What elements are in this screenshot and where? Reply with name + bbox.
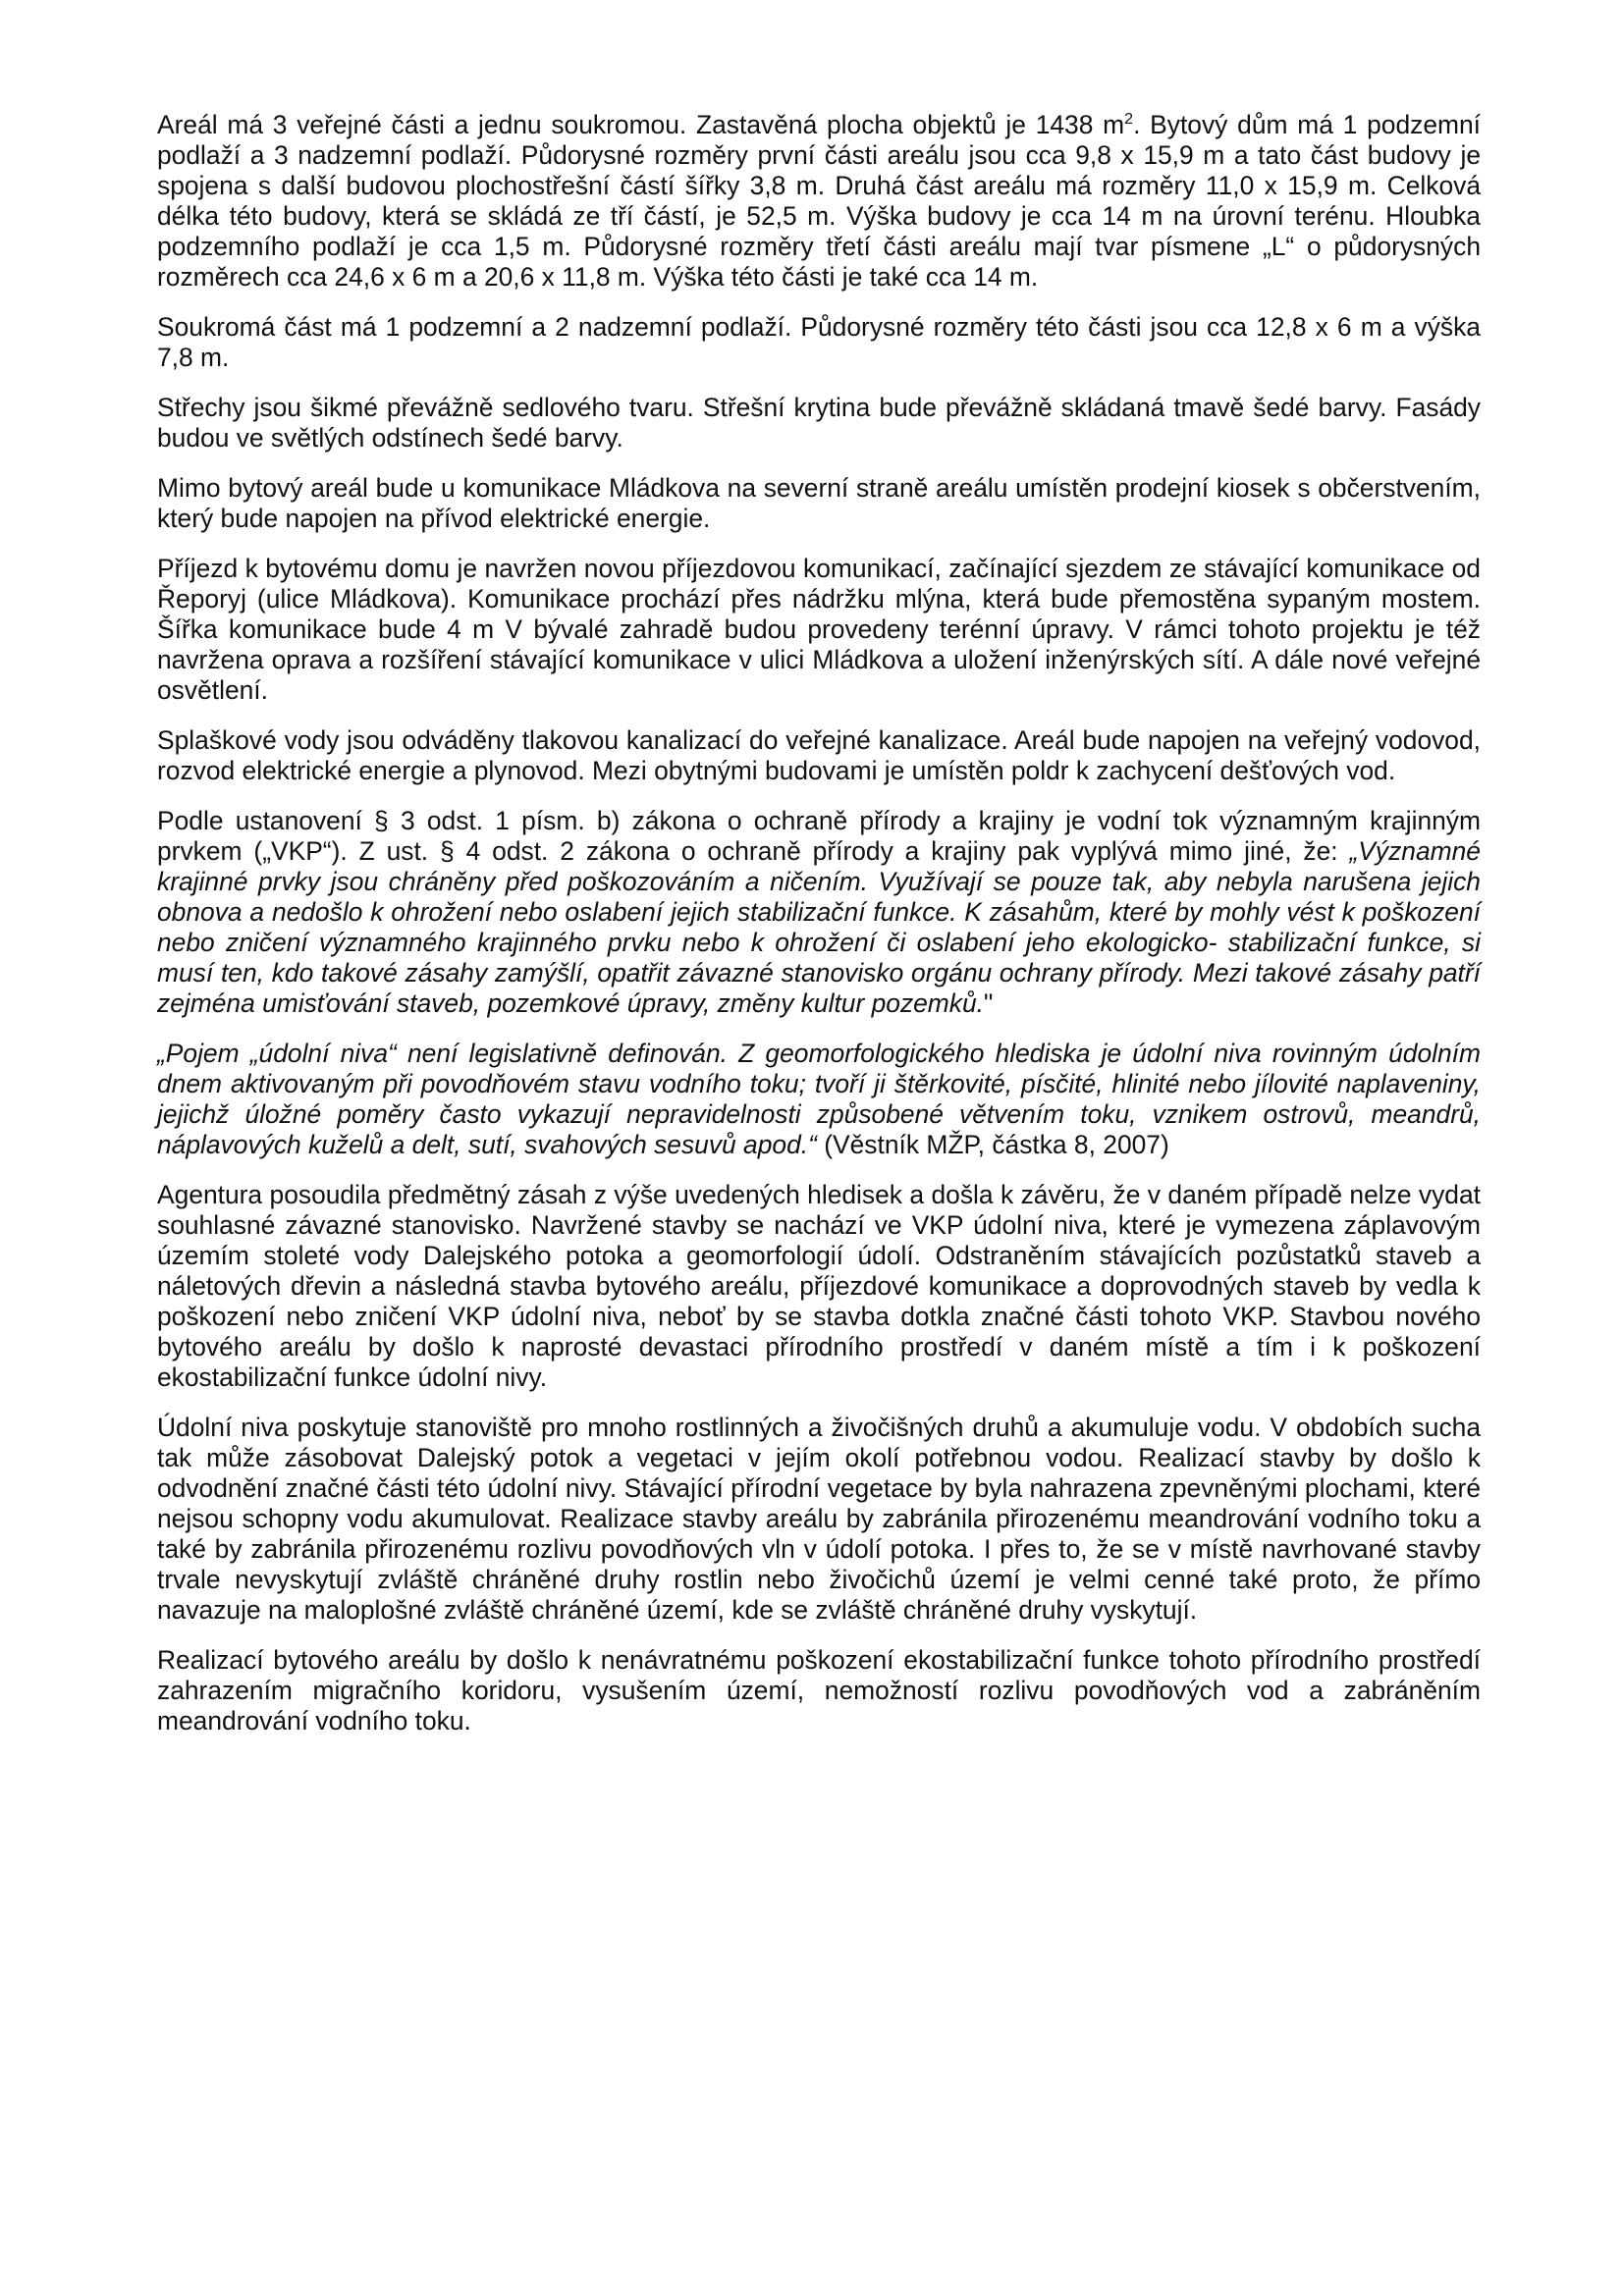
- text-run: Podle ustanovení § 3 odst. 1 písm. b) zákona o ochraně přírody a krajiny je vodní tok významným krajinným prvkem („VKP“). Z ust. § 4 odst. 2 zákona o ochraně přírody a krajiny pak vyplývá mimo jiné, že:: [157, 806, 1481, 866]
- paragraph-final-statement: Realizací bytového areálu by došlo k nenávratnému poškození ekostabilizační funkce tohoto přírodního prostředí zahrazením migračního koridoru, vysušením území, nemožností rozlivu povodňových vod a zabráněním meandrování vodního toku.: [157, 1645, 1481, 1735]
- paragraph-area-description: [157, 110, 1481, 293]
- paragraph-floodplain-definition: [157, 1039, 1481, 1160]
- text-run: ": [984, 988, 994, 1018]
- paragraph-sewage: Splaškové vody jsou odváděny tlakovou kanalizací do veřejné kanalizace. Areál bude napojen na veřejný vodovod, rozvod elektrické energie a plynovod. Mezi obytnými budovami je umístěn poldr k zachycení dešťových vod.: [157, 725, 1481, 785]
- paragraph-kiosk: Mimo bytový areál bude u komunikace Mládkova na severní straně areálu umístěn prodejní kiosek s občerstvením, který bude napojen na přívod elektrické energie.: [157, 473, 1481, 533]
- italic-quote: „Pojem „údolní niva“ není legislativně definován. Z geomorfologického hlediska je údolní niva rovinným údolním dnem aktivovaným při povodňovém stavu vodního toku; tvoří ji štěrkovité, písčité, hlinité nebo jílovité naplaveniny, jejichž úložné poměry často vykazují nepravidelnosti způsobené větvením toku, vznikem ostrovů, meandrů, náplavových kuželů a delt, sutí, svahových sesuvů apod.“: [157, 1039, 1481, 1159]
- paragraph-law-citation: [157, 806, 1481, 1019]
- text-run: . Bytový dům má 1 podzemní podlaží a 3 nadzemní podlaží. Půdorysné rozměry první části areálu jsou cca 9,8 x 15,9 m a tato část budovy je spojena s další budovou plochostřešní částí šířky 3,8 m. Druhá část areálu má rozměry 11,0 x 15,9 m. Celková délka této budovy, která se skládá ze tří částí, je 52,5 m. Výška budovy je cca 14 m na úrovní terénu. Hloubka podzemního podlaží je cca 1,5 m. Půdorysné rozměry třetí části areálu mají tvar písmene „L“ o půdorysných rozměrech cca 24,6 x 6 m a 20,6 x 11,8 m. Výška této části je také cca 14 m.: [157, 110, 1482, 292]
- paragraph-floodplain-value: Údolní niva poskytuje stanoviště pro mnoho rostlinných a živočišných druhů a akumuluje vodu. V obdobích sucha tak může zásobovat Dalejský potok a vegetaci v jejím okolí potřebnou vodou. Realizací stavby by došlo k odvodnění značné části této údolní nivy. Stávající přírodní vegetace by byla nahrazena zpevněnými plochami, které nejsou schopny vodu akumulovat. Realizace stavby areálu by zabránila přirozenému meandrování vodního toku a také by zabránila přirozenému rozlivu povodňových vln v údolí potoka. I přes to, že se v místě navrhované stavby trvale nevyskytují zvláště chráněné druhy rostlin nebo živočichů území je velmi cenné také proto, že přímo navazuje na maloplošné zvláště chráněné území, kde se zvláště chráněné druhy vyskytují.: [157, 1413, 1481, 1625]
- italic-quote: „Významné krajinné prvky jsou chráněny před poškozováním a ničením. Využívají se pouze tak, aby nebyla narušena jejich obnova a nedošlo k ohrožení nebo oslabení jejich stabilizační funkce. K zásahům, které by mohly vést k poškození nebo zničení významného krajinného prvku nebo k ohrožení či oslabení jeho ekologicko- stabilizační funkce, si musí ten, kdo takové zásahy zamýšlí, opatřit závazné stanovisko orgánu ochrany přírody. Mezi takové zásahy patří zejména umisťování staveb, pozemkové úpravy, změny kultur pozemků.: [157, 836, 1481, 1018]
- text-run: Areál má 3 veřejné části a jednu soukromou. Zastavěná plocha objektů je 1438 m: [157, 110, 1125, 139]
- superscript: 2: [1124, 111, 1134, 129]
- paragraph-private-part: Soukromá část má 1 podzemní a 2 nadzemní podlaží. Půdorysné rozměry této části jsou cca 12,8 x 6 m a výška 7,8 m.: [157, 312, 1481, 372]
- source-citation: (Věstník MŽP, částka 8, 2007): [816, 1130, 1169, 1159]
- paragraph-access-road: Příjezd k bytovému domu je navržen novou příjezdovou komunikací, začínající sjezdem ze stávající komunikace od Řeporyj (ulice Mládkova). Komunikace prochází přes nádržku mlýna, která bude přemostěna sypaným mostem. Šířka komunikace bude 4 m V bývalé zahradě budou provedeny terénní úpravy. V rámci tohoto projektu je též navržena oprava a rozšíření stávající komunikace v ulici Mládkova a uložení inženýrských sítí. A dále nové veřejné osvětlení.: [157, 554, 1481, 705]
- paragraph-roofs: Střechy jsou šikmé převážně sedlového tvaru. Střešní krytina bude převážně skládaná tmavě šedé barvy. Fasády budou ve světlých odstínech šedé barvy.: [157, 393, 1481, 453]
- document-page: [157, 110, 1481, 1756]
- paragraph-agency-conclusion: Agentura posoudila předmětný zásah z výše uvedených hledisek a došla k závěru, že v daném případě nelze vydat souhlasné závazné stanovisko. Navržené stavby se nachází ve VKP údolní niva, které je vymezena záplavovým územím stoleté vody Dalejského potoka a geomorfologií údolí. Odstraněním stávajících pozůstatků staveb a náletových dřevin a následná stavba bytového areálu, příjezdové komunikace a doprovodných staveb by vedla k poškození nebo zničení VKP údolní niva, neboť by se stavba dotkla značné části tohoto VKP. Stavbou nového bytového areálu by došlo k naprosté devastaci přírodního prostředí v daném místě a tím i k poškození ekostabilizační funkce údolní nivy.: [157, 1180, 1481, 1392]
